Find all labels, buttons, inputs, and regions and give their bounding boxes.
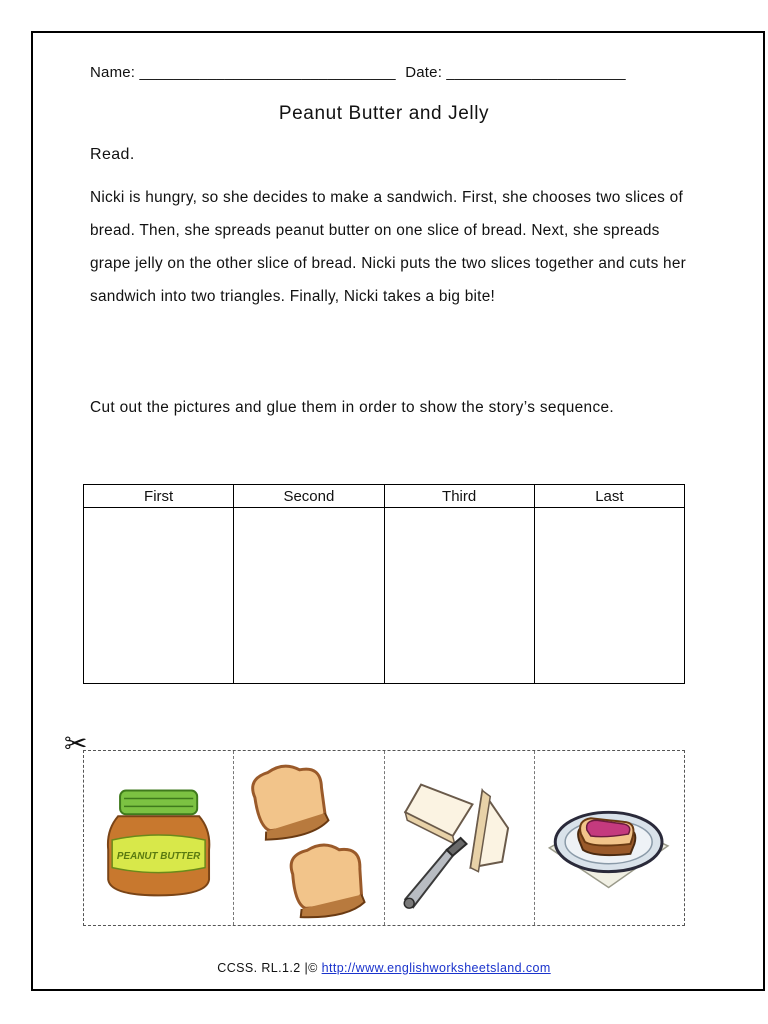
- cell-last[interactable]: [534, 508, 684, 684]
- header-last: Last: [534, 485, 684, 508]
- story-paragraph: Nicki is hungry, so she decides to make a sandwich. First, she chooses two slices of bread. Then, she spreads peanut butter on one slice of bread. Next, she spreads grape jelly on the other slice of bread. Nicki puts the two slices together and cuts her sandwich into two triangles. Finally, Nicki takes a big bite!: [90, 189, 687, 305]
- cut-instruction: Cut out the pictures and glue them in order to show the story’s sequence.: [90, 399, 615, 416]
- header-second: Second: [234, 485, 384, 508]
- date-field[interactable]: Date: _____________________: [405, 64, 626, 81]
- peanut-butter-jar-icon: [84, 751, 233, 925]
- footer-link[interactable]: http://www.englishworksheetsland.com: [321, 961, 551, 975]
- read-instruction: Read.: [90, 146, 135, 163]
- sandwich-triangles-knife-icon: [385, 751, 534, 925]
- scissors-icon: ✂: [64, 728, 88, 759]
- jar-label: PEANUT BUTTER: [116, 850, 201, 862]
- header-third: Third: [384, 485, 534, 508]
- cutout-peanut-butter[interactable]: [84, 751, 234, 925]
- cutout-strip: [83, 750, 685, 926]
- cell-first[interactable]: [84, 508, 234, 684]
- bread-slices-icon: [234, 751, 383, 925]
- footer-standard: CCSS. RL.1.2 |©: [217, 961, 322, 975]
- header-first: First: [84, 485, 234, 508]
- cell-second[interactable]: [234, 508, 384, 684]
- footer: [0, 961, 768, 975]
- sequence-table: [83, 484, 685, 684]
- name-date-row: [90, 64, 626, 81]
- story-text: [90, 181, 690, 313]
- sandwich-on-plate-icon: [535, 751, 684, 925]
- cutout-sandwich-cut[interactable]: [385, 751, 535, 925]
- worksheet-title: Peanut Butter and Jelly: [278, 103, 490, 124]
- name-field[interactable]: Name: ______________________________: [90, 64, 396, 81]
- cutout-bread-slices[interactable]: [234, 751, 384, 925]
- cell-third[interactable]: [384, 508, 534, 684]
- cutout-sandwich-plate[interactable]: [535, 751, 684, 925]
